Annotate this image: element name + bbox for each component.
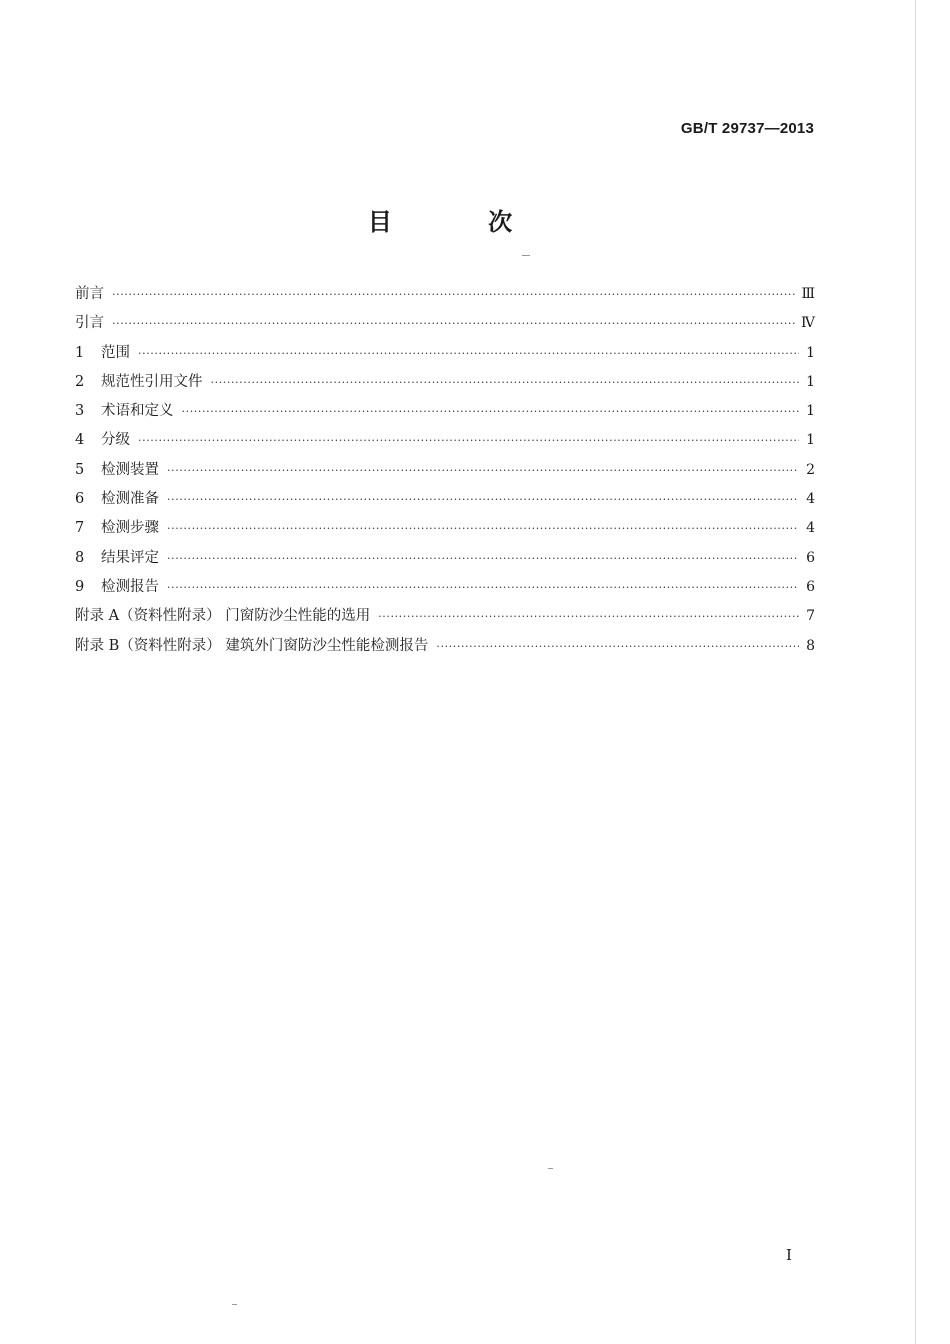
toc-entry[interactable] [75,573,815,602]
toc-entry-number: 3 [75,403,85,420]
scan-edge-divider [915,0,916,1344]
toc-entry-page: 4 [806,520,815,537]
toc-entry-page: Ⅲ [801,286,815,302]
toc-entry-label: 附录 A（资料性附录） 门窗防沙尘性能的选用 [75,608,371,625]
toc-entry[interactable] [75,514,815,543]
dot-leader [138,339,799,368]
toc-title: 目 次 [367,208,557,236]
dot-leader [167,456,799,485]
dot-leader [167,544,799,573]
dot-leader [167,485,799,514]
scan-speck [232,1304,237,1305]
toc-entry-number: 9 [75,578,85,595]
toc-entry-page: 1 [806,344,815,361]
toc-entry[interactable] [75,426,815,455]
toc-entry-label: 检测步骤 [101,520,159,537]
toc-entry[interactable] [75,368,815,397]
toc-entry-page: 6 [806,578,815,595]
toc-entry-page: 1 [806,432,815,449]
toc-entry[interactable] [75,456,815,485]
dot-leader [112,280,795,309]
toc-entry[interactable] [75,602,815,631]
toc-entry-page: 1 [806,373,815,390]
toc-entry-label: 前言 [75,286,104,302]
toc-entry-number: 6 [75,491,85,508]
toc-entry-number: 1 [75,344,85,361]
toc-entry-page: 6 [806,549,815,566]
toc-entry-number: 5 [75,461,85,478]
toc-entry[interactable] [75,485,815,514]
toc-entry[interactable] [75,339,815,368]
toc-entry-page: 8 [806,637,815,654]
toc-entry-label: 结果评定 [101,549,159,566]
page-number: I [786,1246,792,1264]
toc-entry-label: 引言 [75,315,104,332]
toc-entry[interactable] [75,280,815,309]
table-of-contents [75,280,815,661]
toc-entry-page: Ⅳ [801,315,815,332]
dot-leader [167,573,799,602]
dot-leader [138,426,799,455]
toc-entry-page: 4 [806,491,815,508]
toc-entry[interactable] [75,309,815,338]
standard-number: GB/T 29737—2013 [680,120,814,137]
toc-entry-label: 检测准备 [101,491,159,508]
dot-leader [182,397,800,426]
toc-entry-label: 规范性引用文件 [101,373,203,390]
toc-entry-label: 术语和定义 [101,403,174,420]
dot-leader [112,309,795,338]
toc-entry[interactable] [75,544,815,573]
toc-entry-number: 7 [75,520,85,537]
scan-speck [548,1168,553,1169]
toc-entry-label: 范围 [101,344,130,361]
dot-leader [436,632,799,661]
toc-entry-label: 分级 [101,432,130,449]
toc-entry-page: 1 [806,403,815,420]
toc-entry-page: 7 [806,608,815,625]
toc-entry-number: 4 [75,432,85,449]
scan-speck [522,255,530,256]
toc-entry[interactable] [75,632,815,661]
toc-entry-label: 检测装置 [101,461,159,478]
dot-leader [167,514,799,543]
toc-entry-number: 8 [75,549,85,566]
toc-entry-number: 2 [75,373,85,390]
toc-entry-label: 附录 B（资料性附录） 建筑外门窗防沙尘性能检测报告 [75,637,429,654]
dot-leader [211,368,800,397]
toc-entry-label: 检测报告 [101,578,159,595]
toc-entry[interactable] [75,397,815,426]
dot-leader [378,602,799,631]
toc-entry-page: 2 [806,461,815,478]
